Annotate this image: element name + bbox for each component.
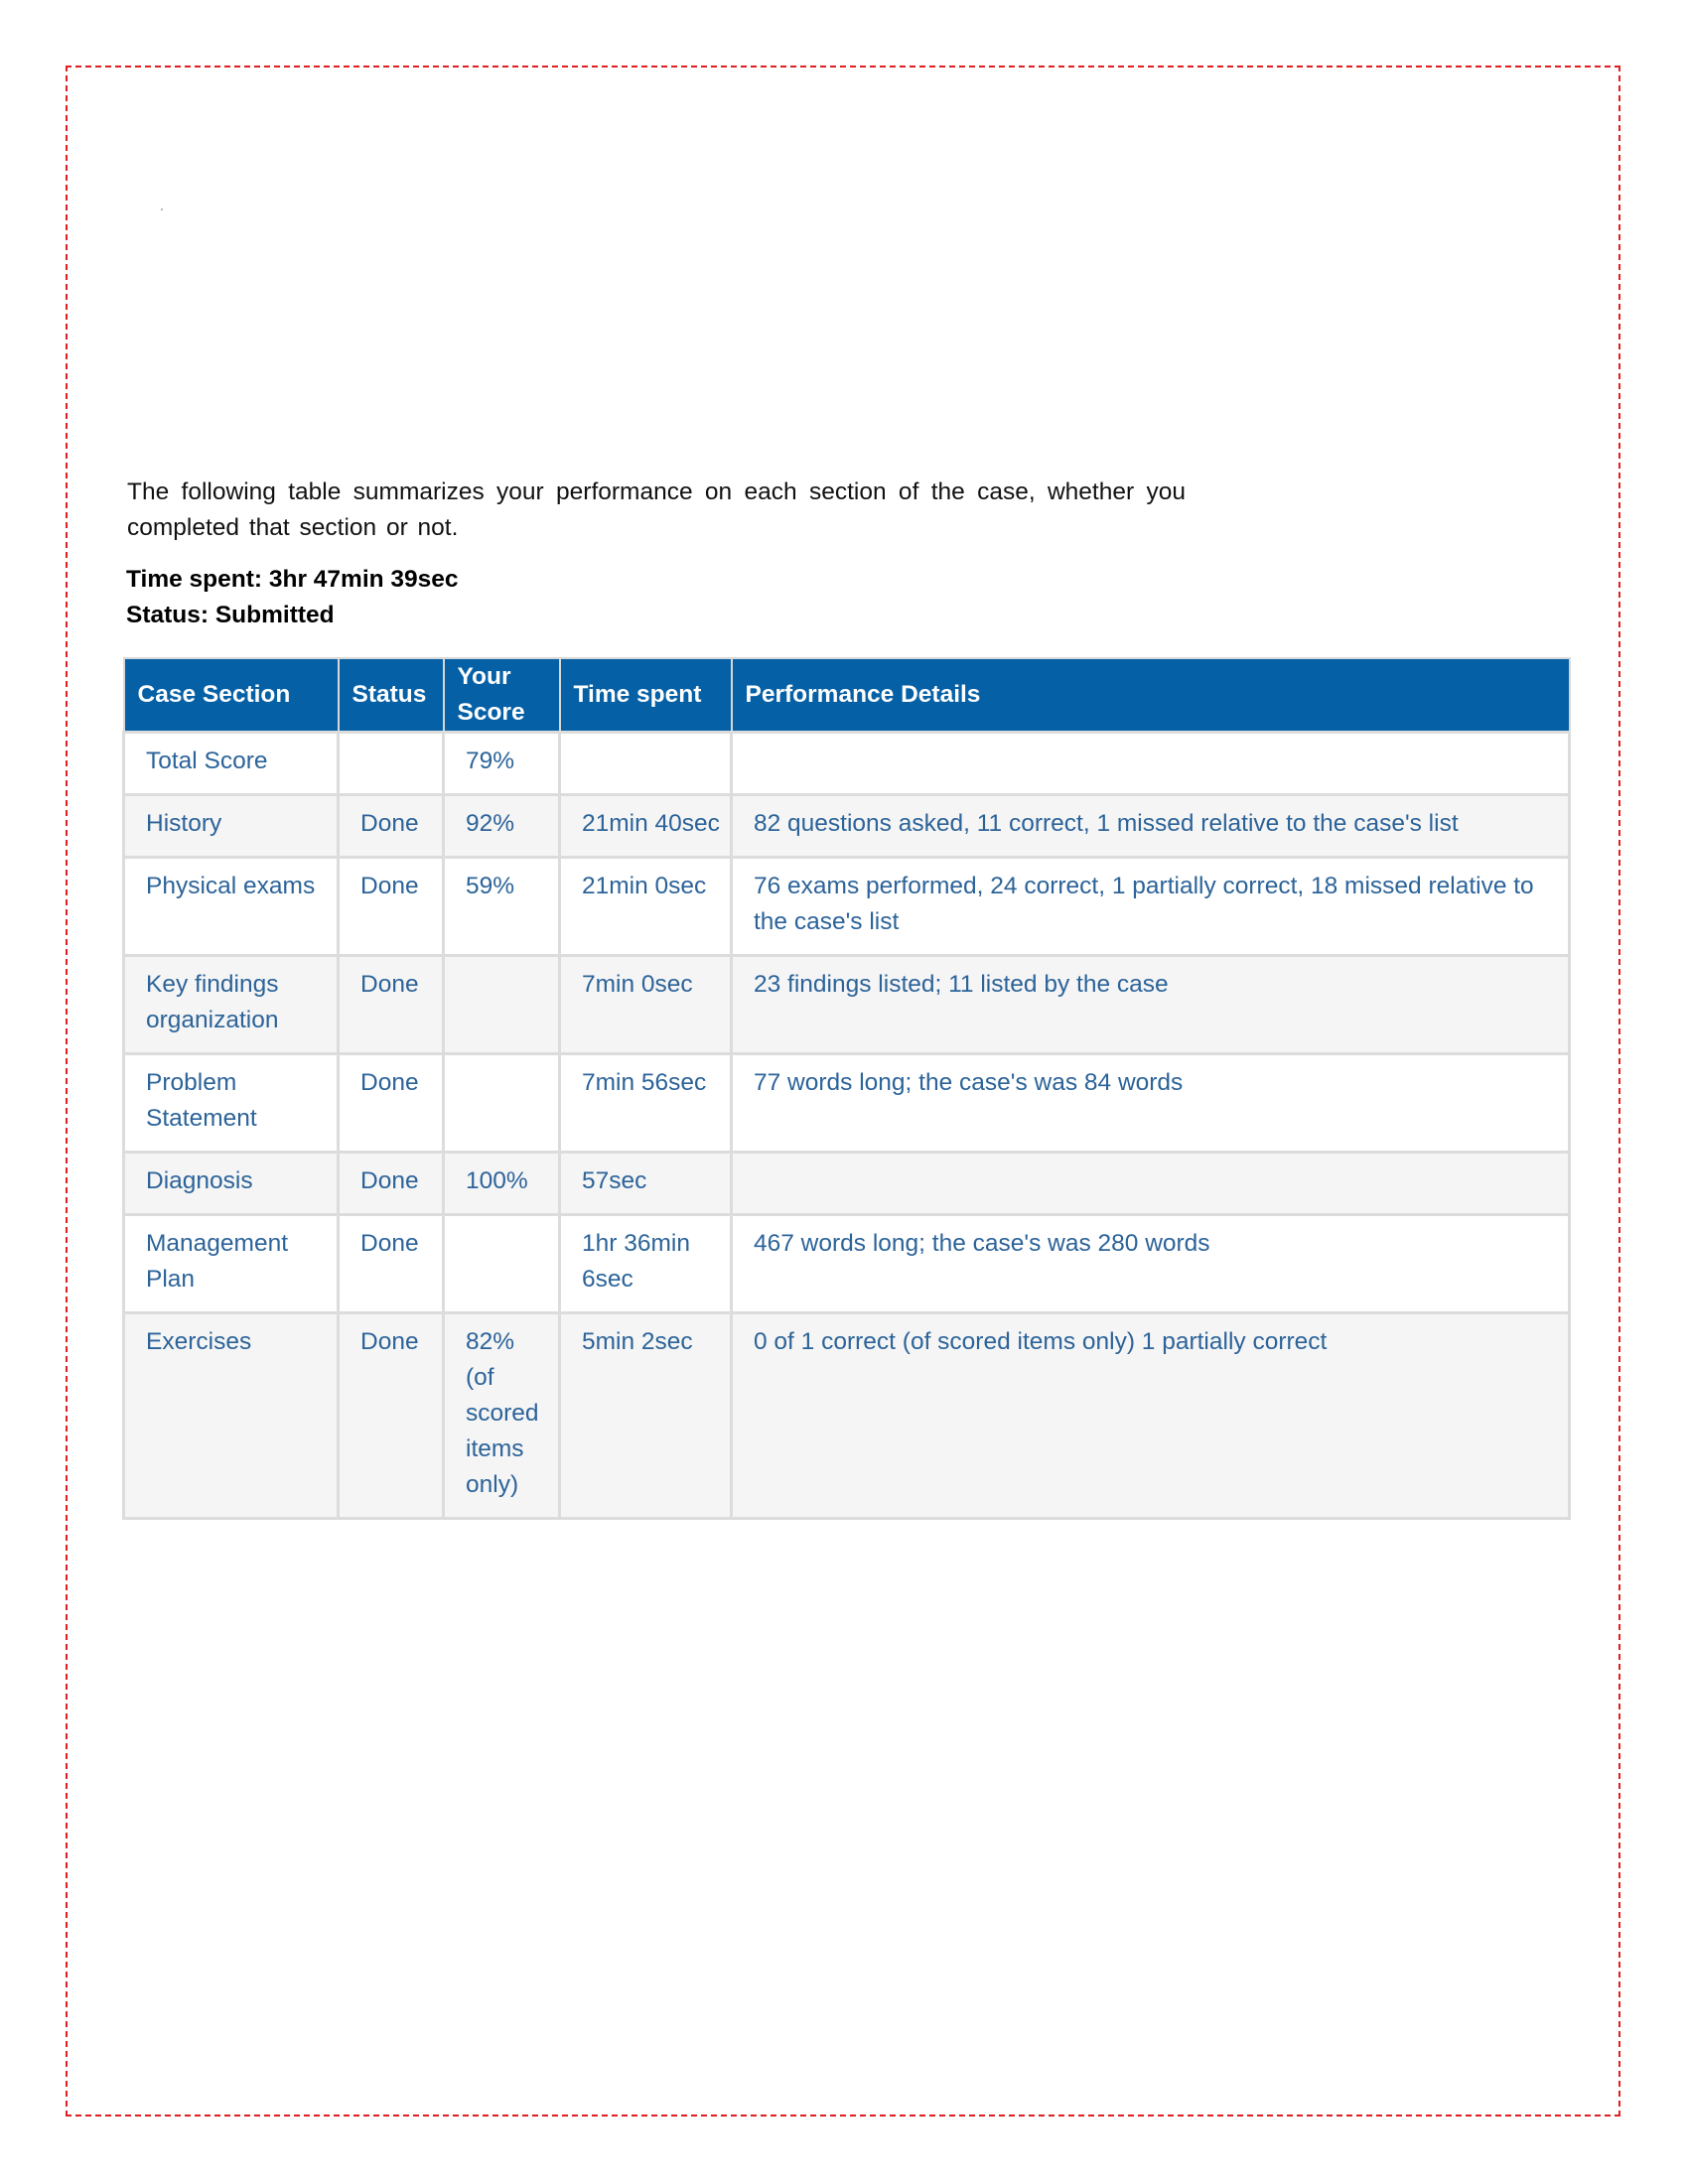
cell-score xyxy=(444,1215,560,1313)
header-time-spent: Time spent xyxy=(560,658,732,733)
cell-status: Done xyxy=(339,956,444,1054)
cell-status xyxy=(339,733,444,795)
cell-details: 467 words long; the case's was 280 words xyxy=(732,1215,1570,1313)
cell-time: 1hr 36min 6sec xyxy=(560,1215,732,1313)
cell-section: Total Score xyxy=(124,733,339,795)
cell-section: Key findings organization xyxy=(124,956,339,1054)
cell-score: 100% xyxy=(444,1153,560,1215)
cell-score: 92% xyxy=(444,795,560,858)
cell-status: Done xyxy=(339,1153,444,1215)
cell-details xyxy=(732,733,1570,795)
cell-time: 57sec xyxy=(560,1153,732,1215)
header-case-section: Case Section xyxy=(124,658,339,733)
table-row xyxy=(124,858,1570,956)
total-time-spent: Time spent: 3hr 47min 39sec xyxy=(126,566,459,593)
cell-section: Diagnosis xyxy=(124,1153,339,1215)
performance-table xyxy=(122,657,1571,1520)
cell-section: Management Plan xyxy=(124,1215,339,1313)
table-row xyxy=(124,795,1570,858)
cell-score: 79% xyxy=(444,733,560,795)
cell-details xyxy=(732,1153,1570,1215)
cell-details: 0 of 1 correct (of scored items only) 1 partially correct xyxy=(732,1313,1570,1519)
intro-paragraph: The following table summarizes your performance on each section of the case, whether you completed that section or not. xyxy=(127,478,1186,541)
cell-time xyxy=(560,733,732,795)
cell-details: 76 exams performed, 24 correct, 1 partially correct, 18 missed relative to the case's list xyxy=(732,858,1570,956)
cell-section: Physical exams xyxy=(124,858,339,956)
cell-score xyxy=(444,956,560,1054)
cell-section: History xyxy=(124,795,339,858)
table-row xyxy=(124,1215,1570,1313)
stray-mark xyxy=(161,208,163,210)
cell-details: 23 findings listed; 11 listed by the case xyxy=(732,956,1570,1054)
cell-time: 5min 2sec xyxy=(560,1313,732,1519)
summary-block xyxy=(126,562,459,633)
header-your-score: Your Score xyxy=(444,658,560,733)
table-header-row xyxy=(124,658,1570,733)
cell-status: Done xyxy=(339,1313,444,1519)
table-row xyxy=(124,733,1570,795)
cell-status: Done xyxy=(339,858,444,956)
cell-status: Done xyxy=(339,1215,444,1313)
header-status: Status xyxy=(339,658,444,733)
table-row xyxy=(124,956,1570,1054)
cell-score: 59% xyxy=(444,858,560,956)
cell-section: Problem Statement xyxy=(124,1054,339,1153)
cell-status: Done xyxy=(339,1054,444,1153)
cell-time: 7min 0sec xyxy=(560,956,732,1054)
cell-details: 82 questions asked, 11 correct, 1 missed relative to the case's list xyxy=(732,795,1570,858)
cell-details: 77 words long; the case's was 84 words xyxy=(732,1054,1570,1153)
cell-time: 21min 40sec xyxy=(560,795,732,858)
header-performance-details: Performance Details xyxy=(732,658,1570,733)
table-row xyxy=(124,1153,1570,1215)
cell-score: 82% (of scored items only) xyxy=(444,1313,560,1519)
cell-section: Exercises xyxy=(124,1313,339,1519)
cell-status: Done xyxy=(339,795,444,858)
cell-time: 7min 56sec xyxy=(560,1054,732,1153)
submission-status: Status: Submitted xyxy=(126,602,335,628)
cell-score xyxy=(444,1054,560,1153)
cell-time: 21min 0sec xyxy=(560,858,732,956)
table-row xyxy=(124,1313,1570,1519)
table-row xyxy=(124,1054,1570,1153)
